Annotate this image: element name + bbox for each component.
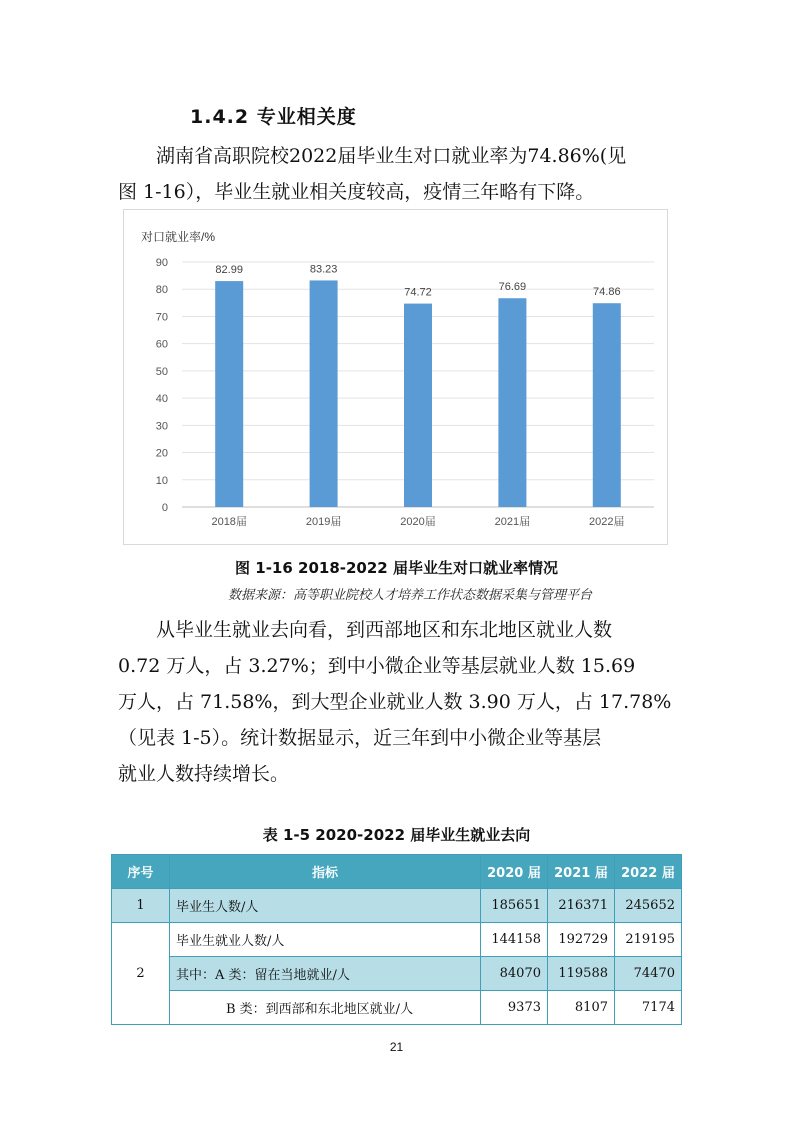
table-row: [112, 991, 682, 1025]
bar-chart: [123, 209, 668, 545]
cell-2022: 245652: [615, 889, 682, 923]
bar: [593, 303, 621, 507]
header-2021: 2021 届: [548, 855, 615, 889]
x-tick-label: 2022届: [589, 516, 625, 528]
x-tick-label: 2018届: [211, 516, 247, 528]
y-tick-label: 40: [155, 393, 168, 406]
section-heading: 1.4.2 专业相关度: [190, 106, 357, 128]
cell-2021: 192729: [548, 923, 615, 957]
y-tick-label: 0: [161, 502, 168, 514]
paragraph-line: 0.72 万人，占 3.27%；到中小微企业等基层就业人数 15.69: [118, 655, 636, 677]
cell-2021: 216371: [548, 889, 615, 923]
cell-label: B 类：到西部和东北地区就业/人: [170, 991, 481, 1025]
figure-caption: 图 1-16 2018-2022 届毕业生对口就业率情况: [235, 559, 558, 577]
header-no: 序号: [112, 855, 170, 889]
bar: [498, 298, 526, 507]
bar: [310, 280, 338, 507]
paragraph-destination: [118, 612, 678, 792]
bar: [404, 304, 432, 507]
table-row: [112, 889, 682, 923]
paragraph-line: 就业人数持续增长。: [118, 763, 290, 785]
cell-no: 1: [112, 889, 170, 923]
bar: [215, 281, 243, 507]
data-label: 74.86: [593, 286, 621, 299]
cell-2021: 8107: [548, 991, 615, 1025]
table-row: [112, 923, 682, 957]
paragraph-intro: [118, 138, 678, 210]
cell-label: 毕业生人数/人: [170, 889, 481, 923]
cell-2022: 219195: [615, 923, 682, 957]
cell-2020: 144158: [481, 923, 548, 957]
table-row: [112, 957, 682, 991]
y-tick-label: 20: [155, 447, 168, 460]
data-source-note: 数据来源：高等职业院校人才培养工作状态数据采集与管理平台: [228, 588, 593, 603]
y-tick-label: 10: [155, 474, 168, 487]
y-tick-label: 30: [155, 420, 168, 433]
paragraph-line: （见表 1-5）。统计数据显示，近三年到中小微企业等基层: [118, 727, 602, 749]
y-tick-label: 90: [155, 257, 168, 269]
cell-2022: 74470: [615, 957, 682, 991]
y-axis-label: 对口就业率/%: [141, 230, 216, 244]
header-indicator: 指标: [170, 855, 481, 889]
header-2020: 2020 届: [481, 855, 548, 889]
data-label: 74.72: [404, 286, 432, 299]
table-header-row: [112, 855, 682, 889]
cell-2020: 9373: [481, 991, 548, 1025]
x-tick-label: 2020届: [400, 516, 436, 528]
paragraph-line: 湖南省高职院校2022届毕业生对口就业率为74.86%(见: [156, 145, 627, 167]
y-tick-label: 70: [155, 311, 168, 324]
employment-table: [111, 854, 682, 1025]
x-tick-label: 2021届: [494, 516, 531, 528]
data-label: 76.69: [498, 281, 527, 294]
paragraph-line: 从毕业生就业去向看，到西部地区和东北地区就业人数: [156, 619, 613, 641]
cell-2021: 119588: [548, 957, 615, 991]
y-tick-label: 80: [155, 284, 168, 297]
paragraph-line: 万人，占 71.58%，到大型企业就业人数 3.90 万人，占 17.78%: [118, 691, 672, 713]
chart-svg: [124, 210, 667, 544]
x-tick-label: 2019届: [305, 516, 342, 528]
page-number: 21: [389, 1040, 404, 1054]
paragraph-line: 图 1-16），毕业生就业相关度较高，疫情三年略有下降。: [118, 181, 595, 203]
data-label: 83.23: [309, 263, 338, 276]
cell-2020: 185651: [481, 889, 548, 923]
cell-2022: 7174: [615, 991, 682, 1025]
cell-label: 其中：A 类：留在当地就业/人: [170, 957, 481, 991]
y-tick-label: 50: [155, 365, 168, 378]
cell-label: 毕业生就业人数/人: [170, 923, 481, 957]
table-caption: 表 1-5 2020-2022 届毕业生就业去向: [262, 826, 531, 844]
header-2022: 2022 届: [615, 855, 682, 889]
data-label: 82.99: [215, 264, 243, 277]
cell-2020: 84070: [481, 957, 548, 991]
cell-no: 2: [112, 923, 170, 1025]
y-tick-label: 60: [155, 338, 168, 351]
